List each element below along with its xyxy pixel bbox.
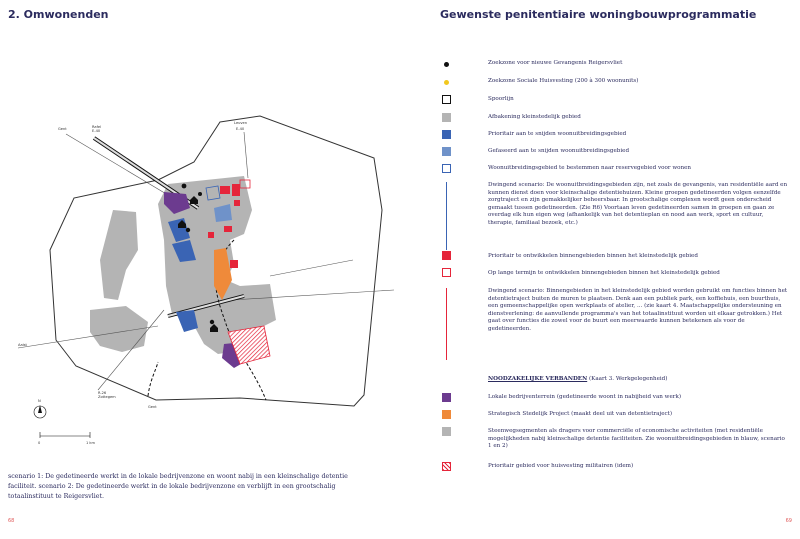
blue-vertical-line-icon [446, 182, 447, 250]
scale-bar [40, 432, 90, 438]
verbanden-title: NOODZAKELIJKE VERBANDEN [488, 376, 588, 382]
left-page-heading: 2. Omwonenden [8, 8, 109, 21]
legend-scenario-2: Dwingend scenario: Binnengebieden in het kleinstedelijk gebied worden gebruikt om functies binnen het detentietraject buiten de muren te plaatsen. Denk aan een publiek park, een koffiehuis, een buurthuis, een gemeenschappelijke open werkplaats of atelier, ... (zie kaart 4. Maatschappelijke ondersteuning en dienstverlening: de aanvullende programma's van het totaalinstituut worden uit elkaar getrokken.) Het gaat over functies die zowel voor de buurt een meerwaarde kunnen betekenen als voor de gedetineerden. [488, 288, 788, 332]
orange-square-icon [442, 410, 451, 419]
legend-militairen: Prioritair gebied voor huisvesting militairen (idem) [488, 463, 634, 469]
map-label-north: N [38, 399, 41, 403]
legend-reserve-woon: Woonuitbreidingsgebied te bestemmen naar reservegebied voor wonen [488, 165, 691, 171]
legend-steenwegsegmenten: Steenwegsegmenten als dragers voor commerciële of economische activiteiten (met residentiële mogelijkheden nabij kleinschalige detentie faciliteiten. Zie woonuitbreidingsgebieden in blauw, scenario 1 en 2) [488, 428, 785, 450]
grey-square-icon-2 [442, 427, 451, 436]
legend-verbanden-heading [488, 376, 788, 384]
legend-prioritair-binnen: Prioritair te ontwikkelen binnengebieden binnen het kleinstedelijk gebied [488, 253, 698, 259]
legend-afbakening: Afbakening kleinstedelijk gebied [488, 114, 581, 120]
legend-scenario-1: Dwingend scenario: De woonuitbreidingsgebieden zijn, net zoals de gevangenis, van residentiële aard en kunnen dienst doen voor kleinschalige detentiehuizen. Kleine groepen gedetineerden volgen eenzelfde zorgtraject en zijn gemakkelijker beheersbaar. In grootschalige complexen wordt geen onderscheid gemaakt tussen gedetineerden. (Zie R6) Voortaan leven gedetineerden samen in groepen en gaan ze overdag elk hun eigen weg (afhankelijk van het detentieplan en nood aan werk, sport en cultuur, therapie, familiaal bezoek, etc.) [488, 182, 788, 226]
legend-zoekzone-sociaal: Zoekzone Sociale Huisvesting (200 à 300 woonunits) [488, 78, 639, 84]
purple-square-icon [442, 393, 451, 402]
red-square-icon [442, 251, 451, 260]
right-page-heading: Gewenste penitentiaire woningbouwprogrammatie [440, 8, 757, 21]
black-dot-icon [444, 62, 449, 67]
scale-label-end: 1 km [86, 441, 96, 445]
map-label-aalst: Aalst [18, 343, 27, 347]
blue-woonuitbreiding-4 [176, 310, 198, 332]
legend-strategisch: Strategisch Stedelijk Project (maakt deel uit van detentietraject) [488, 411, 673, 417]
page-number-right: 69 [785, 518, 792, 524]
map-label-e40: E-40 [236, 127, 245, 131]
verbanden-suffix: (Kaart 3. Werkgelegenheid) [587, 376, 668, 382]
lightblue-square-icon [442, 147, 451, 156]
red-vertical-line-icon [446, 288, 447, 360]
legend-gefaseerd-woon: Gefaseerd aan te snijden woonuitbreidingsgebied [488, 148, 630, 154]
map-label-leuven: Leuven [234, 121, 248, 125]
map-label-rafel: Rafel E-40 [92, 125, 102, 134]
red-hatch-square-icon [442, 462, 451, 471]
grey-square-icon [442, 113, 451, 122]
map-label-gent-bottom: Gent [148, 405, 157, 409]
blue-outline-square-icon [442, 164, 451, 173]
legend-zoekzone-gevangenis: Zoekzone voor nieuwe Gevangenis Reigersvliet [488, 60, 623, 66]
black-outline-square-icon [442, 95, 451, 104]
scale-label-start: 0 [38, 441, 41, 445]
legend-prioritair-woon: Prioritair aan te snijden woonuitbreidingsgebied [488, 131, 627, 137]
red-outline-square-icon [442, 268, 451, 277]
grey-area-west [100, 210, 138, 300]
page-number-left: 68 [8, 518, 15, 524]
yellow-dot-icon [444, 80, 449, 85]
north-arrow [34, 405, 46, 418]
map-caption: scenario 1: De gedetineerde werkt in de lokale bedrijvenzone en woont nabij in een kleinschalige detentie faciliteit. scenario 2: De gedetineerde werkt in de lokale bedrijvenzone en verblijft in een grootschalig totaalinstituut te Reigersvliet. [8, 473, 348, 500]
blue-square-icon [442, 130, 451, 139]
legend-lokale-bedrijven: Lokale bedrijventerrein (gedetineerde woont in nabijheid van werk) [488, 394, 682, 400]
legend-spoorlijn: Spoorlijn [488, 96, 514, 102]
map-label-r26: R-26 Zottegem [98, 391, 116, 400]
legend-lange-termijn: Op lange termijn te ontwikkelen binnengebieden binnen het kleinstedelijk gebied [488, 270, 720, 276]
map-figure [8, 100, 398, 460]
map-label-gent-top: Gent [58, 127, 67, 131]
